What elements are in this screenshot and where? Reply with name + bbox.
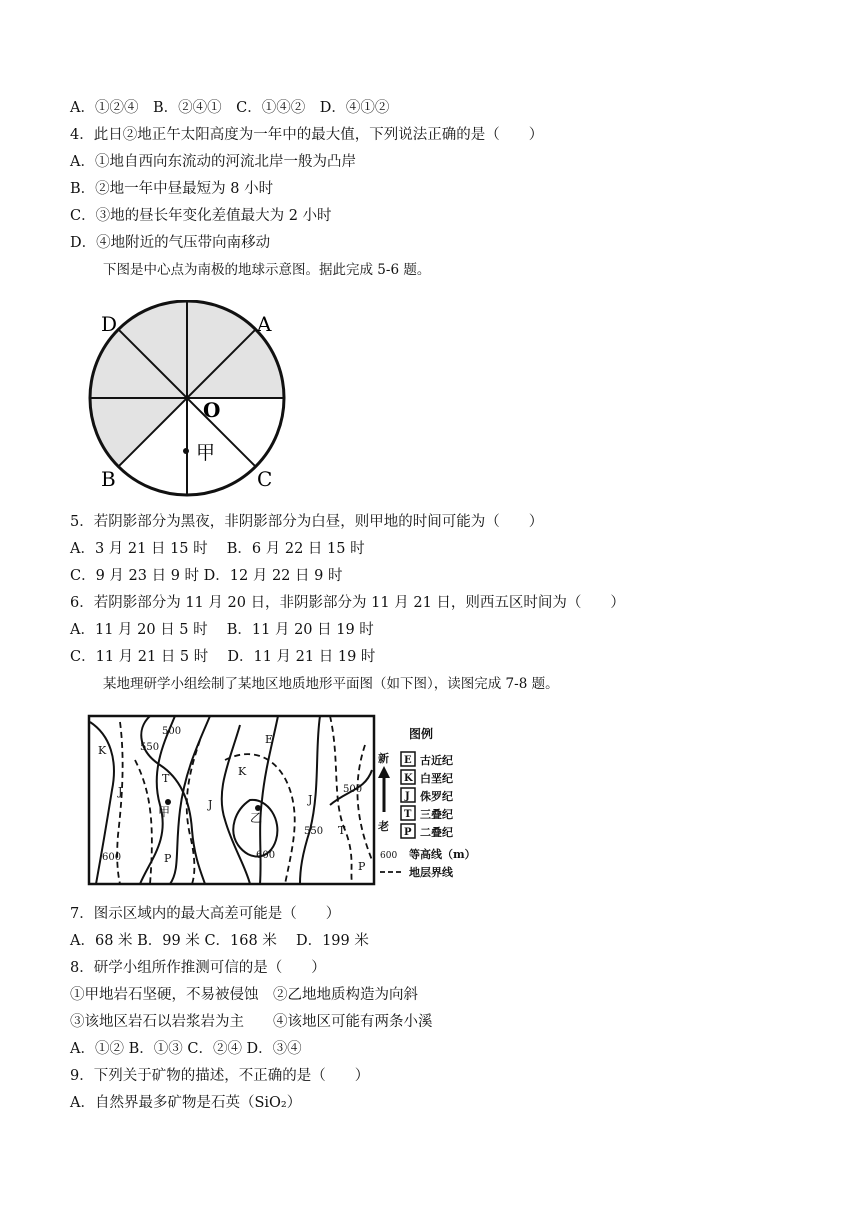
- label-a: A: [257, 312, 272, 336]
- stratum-p-east: P: [358, 860, 366, 873]
- legend-title: 图例: [409, 727, 434, 741]
- q4-option-a: A．①地自西向东流动的河流北岸一般为凸岸: [70, 154, 356, 170]
- stratum-j-center: J: [208, 798, 213, 811]
- place-yi: 乙: [250, 811, 263, 825]
- q4-stem: 4．此日②地正午太阳高度为一年中的最大值，下列说法正确的是（ ）: [70, 127, 544, 143]
- label-d: D: [101, 312, 118, 336]
- legend-name-j: 侏罗纪: [420, 790, 453, 803]
- point-jia: [183, 448, 189, 454]
- stratum-j-west: J: [118, 785, 123, 798]
- legend-code-j: J: [405, 791, 410, 802]
- q8-statements-2: ③该地区岩石以岩浆岩为主 ④该地区可能有两条小溪: [70, 1014, 433, 1030]
- geologic-map-figure: [80, 705, 490, 895]
- q8-options: A．①② B．①③ C．②④ D．③④: [70, 1041, 302, 1057]
- legend-code-t: T: [404, 809, 412, 820]
- contour-500-b: 500: [343, 784, 363, 795]
- legend-boundary-label: 地层界线: [409, 866, 453, 879]
- stratum-e: E: [265, 733, 274, 746]
- q6-stem: 6．若阴影部分为 11 月 20 日，非阴影部分为 11 月 21 日，则西五区时间为（ ）: [70, 595, 625, 611]
- label-c: C: [257, 467, 273, 491]
- arrow-label-old: 老: [378, 820, 389, 833]
- q3-options: A．①②④ B．②④① C．①④② D．④①②: [70, 100, 390, 116]
- place-jia: 甲: [158, 805, 171, 819]
- contour-600-b: 600: [256, 850, 276, 861]
- contour-550-a: 550: [140, 742, 160, 753]
- q9-stem: 9．下列关于矿物的描述，不正确的是（ ）: [70, 1068, 370, 1084]
- q6-options-cd: C．11 月 21 日 5 时 D．11 月 21 日 19 时: [70, 649, 376, 665]
- legend-name-t: 三叠纪: [420, 808, 453, 821]
- contour-500-a: 500: [162, 726, 182, 737]
- q5-options-cd: C．9 月 23 日 9 时 D．12 月 22 日 9 时: [70, 568, 343, 584]
- arrow-label-new: 新: [378, 752, 389, 765]
- contour-600-a: 600: [102, 852, 122, 863]
- stratum-k-west: K: [98, 744, 107, 757]
- legend-name-e: 古近纪: [420, 754, 453, 767]
- legend-name-p: 二叠纪: [420, 826, 453, 839]
- q9-option-a: A．自然界最多矿物是石英（SiO₂）: [70, 1095, 302, 1111]
- stratum-k-center: K: [238, 765, 247, 778]
- legend-code-k: K: [404, 773, 413, 784]
- intro-5-6: 下图是中心点为南极的地球示意图。据此完成 5-6 题。: [103, 262, 431, 278]
- q6-options-ab: A．11 月 20 日 5 时 B．11 月 20 日 19 时: [70, 622, 374, 638]
- q8-statements-1: ①甲地岩石坚硬，不易被侵蚀 ②乙地地质构造为向斜: [70, 987, 418, 1003]
- q7-stem: 7．图示区域内的最大高差可能是（ ）: [70, 906, 341, 922]
- label-b: B: [101, 467, 116, 491]
- legend-code-e: E: [404, 755, 412, 766]
- label-jia: 甲: [196, 442, 216, 464]
- legend-name-k: 白垩纪: [420, 772, 453, 785]
- q5-options-ab: A．3 月 21 日 15 时 B．6 月 22 日 15 时: [70, 541, 365, 557]
- stratum-t-west: T: [162, 772, 170, 785]
- contour-550-b: 550: [304, 826, 324, 837]
- contour-lines: [90, 716, 372, 884]
- south-pole-globe-figure: [80, 300, 300, 500]
- label-o: O: [203, 398, 221, 422]
- stratum-t-east: T: [338, 824, 346, 837]
- q5-stem: 5．若阴影部分为黑夜，非阴影部分为白昼，则甲地的时间可能为（ ）: [70, 514, 544, 530]
- legend-contour-sample: 600: [380, 851, 398, 861]
- q4-option-d: D．④地附近的气压带向南移动: [70, 235, 271, 251]
- q4-option-b: B．②地一年中昼最短为 8 小时: [70, 181, 274, 197]
- age-arrow-head: [378, 766, 390, 778]
- intro-7-8: 某地理研学小组绘制了某地区地质地形平面图（如下图），读图完成 7-8 题。: [103, 676, 559, 692]
- q8-stem: 8．研学小组所作推测可信的是（ ）: [70, 960, 326, 976]
- stratum-p-west: P: [164, 852, 172, 865]
- legend-contour-label: 等高线（m）: [409, 848, 476, 861]
- legend-code-p: P: [404, 827, 412, 838]
- q7-options: A．68 米 B．99 米 C．168 米 D．199 米: [70, 933, 369, 949]
- q4-option-c: C．③地的昼长年变化差值最大为 2 小时: [70, 208, 332, 224]
- map-frame: [89, 716, 374, 884]
- stratum-j-east: J: [308, 793, 313, 806]
